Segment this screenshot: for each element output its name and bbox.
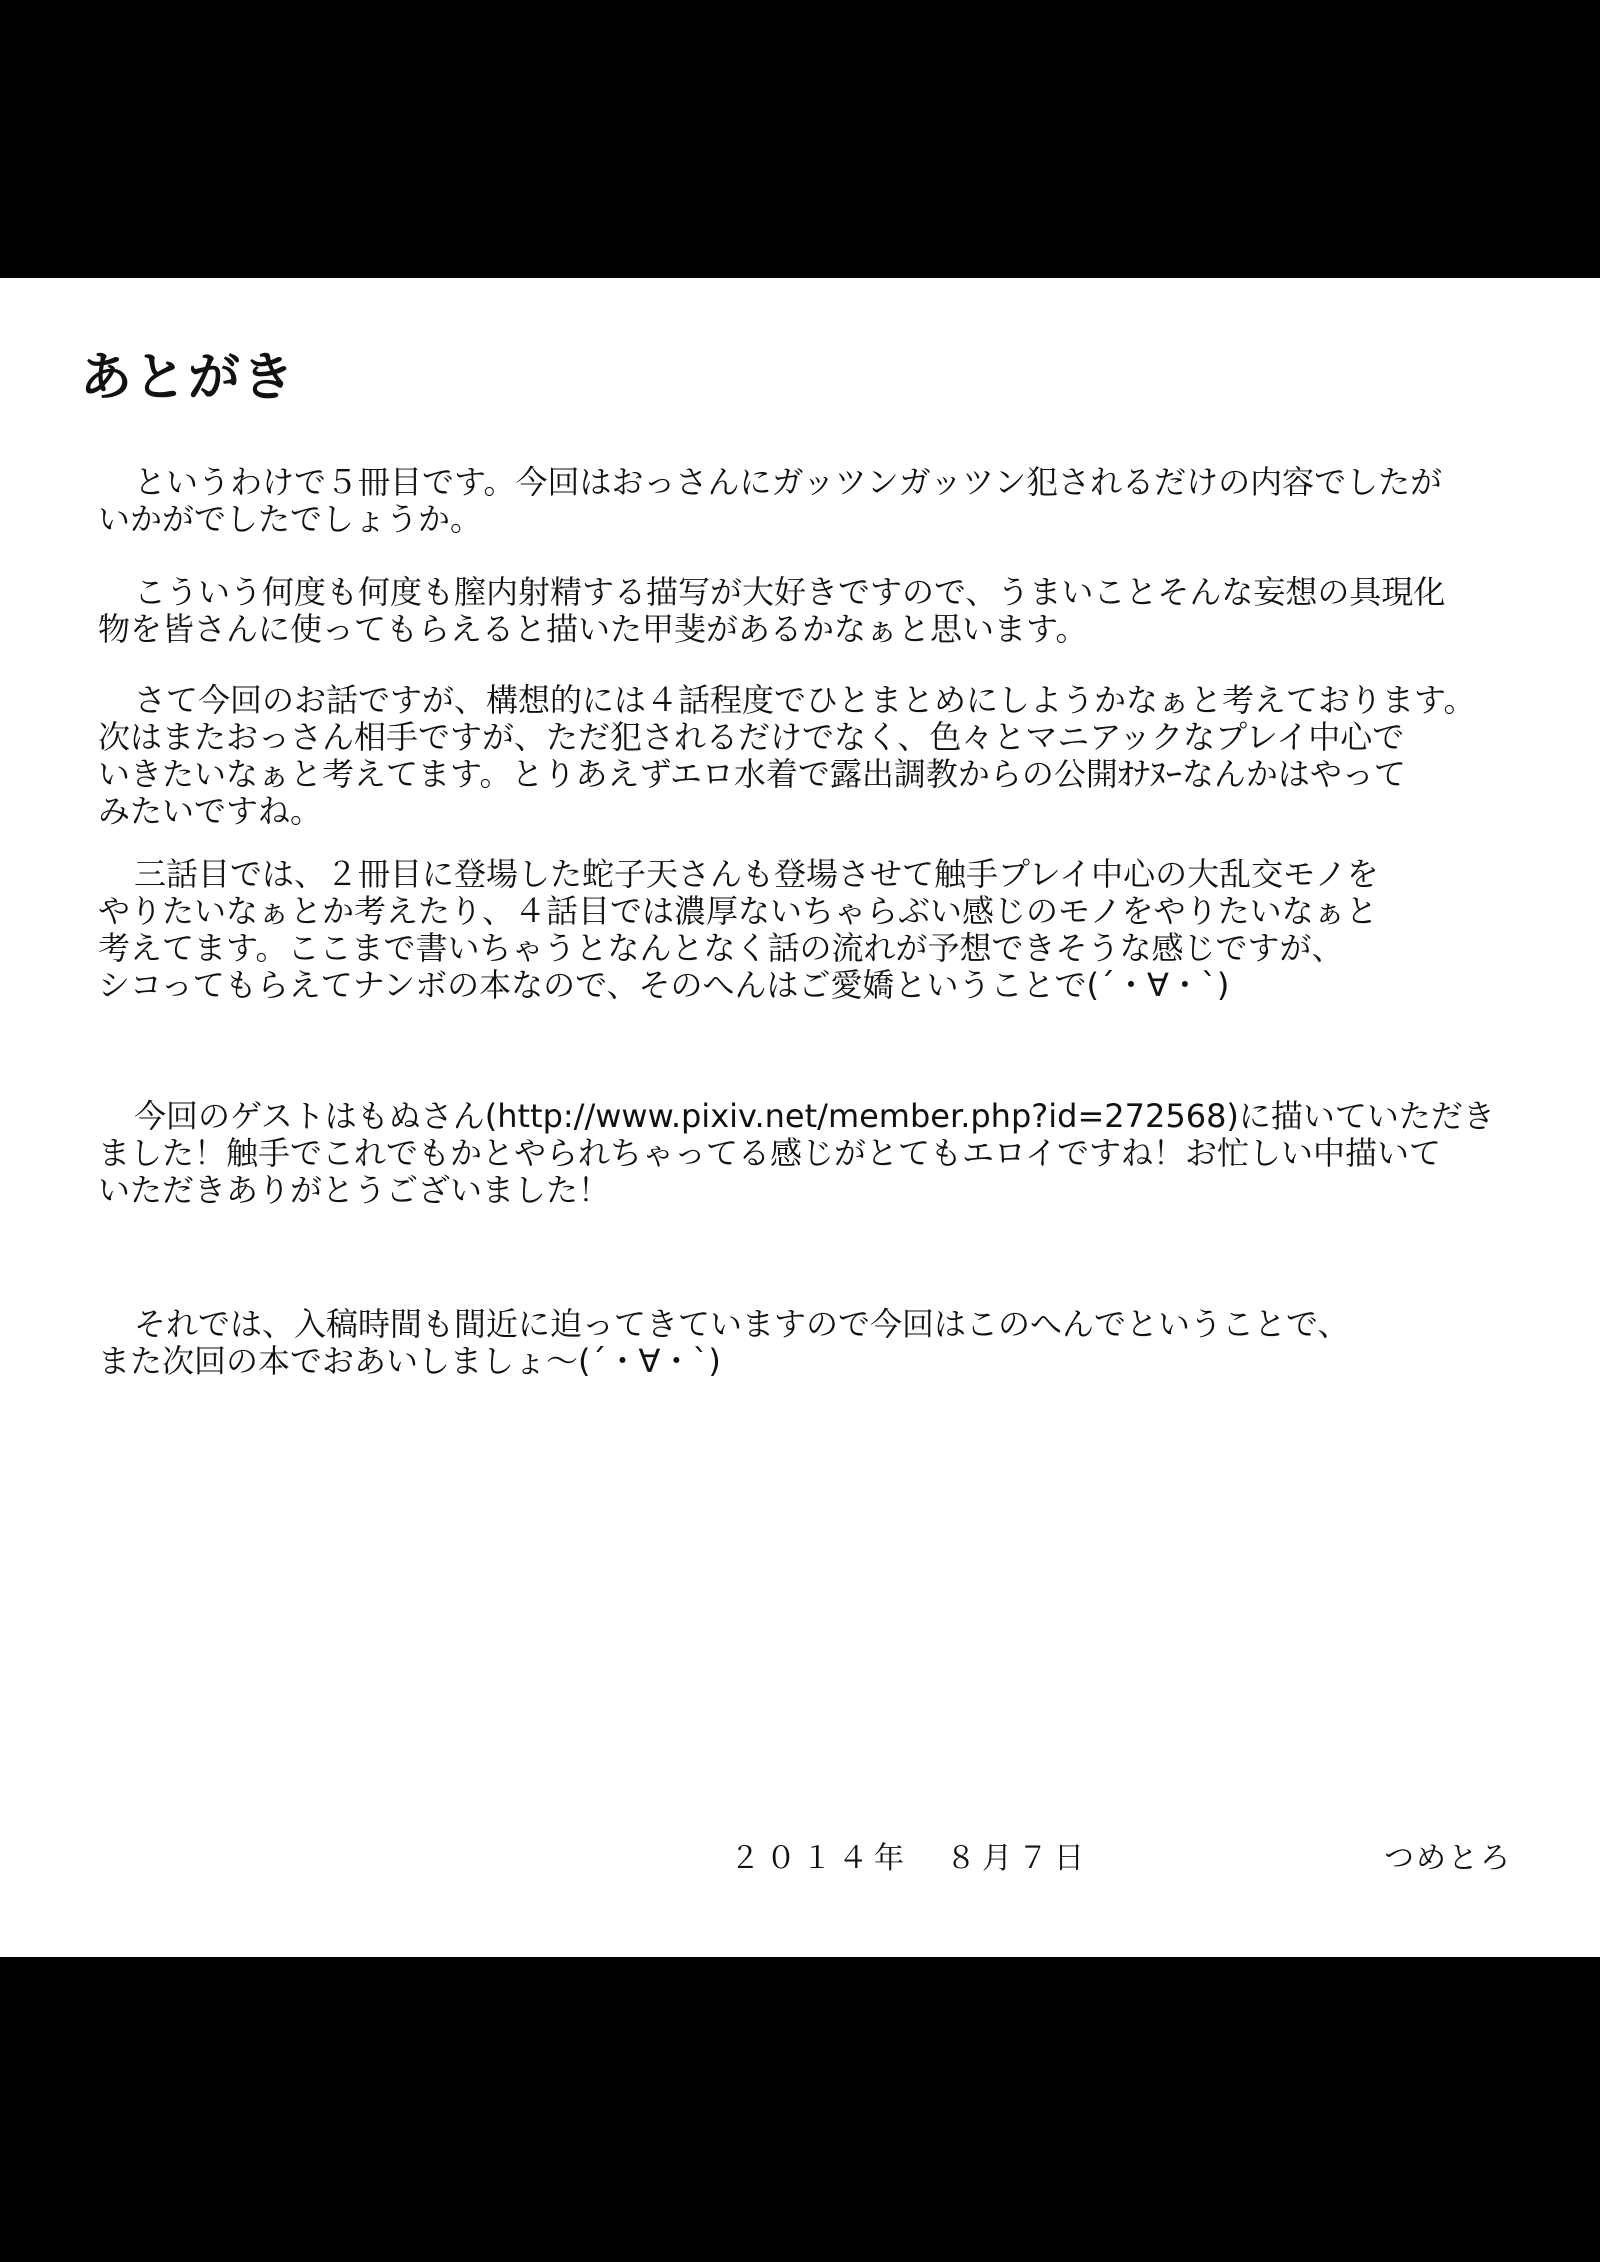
paragraph-line: 今回のゲストはもぬさん(http://www.pixiv.net/member.php?id=272568)に描いていただき [134, 1098, 1495, 1135]
paragraph-closing [98, 1306, 1558, 1380]
paragraph-line: ました！触手でこれでもかとやられちゃってる感じがとてもエロイですね！お忙しい中描いて [98, 1135, 1442, 1172]
paragraph-line: みたいですね。 [98, 793, 323, 830]
paragraph-line: それでは、入稿時間も間近に迫ってきていますので今回はこのへんでということで、 [134, 1306, 1350, 1343]
paragraph-line: いかがでしたでしょうか。 [98, 501, 483, 538]
bottom-black-band [0, 1957, 1600, 2262]
paragraph-line: 考えてます。ここまで書いちゃうとなんとなく話の流れが予想できそうな感じですが、 [98, 930, 1344, 967]
paragraph-line: こういう何度も何度も膣内射精する描写が大好きですので、うまいことそんな妄想の具現化 [134, 574, 1446, 611]
paragraph-later-chapters [98, 856, 1558, 1004]
paragraph-line: いただきありがとうございました！ [98, 1172, 611, 1209]
footer-date: ２０１４年 ８月７日 [730, 1841, 1090, 1876]
paragraph-guest [98, 1098, 1558, 1209]
page-title: あとがき [80, 348, 297, 408]
top-black-band [0, 0, 1600, 278]
paragraph-line: やりたいなぁとか考えたり、４話目では濃厚ないちゃらぶい感じのモノをやりたいなぁと [98, 893, 1378, 930]
paragraph-line: さて今回のお話ですが、構想的には４話程度でひとまとめにしようかなぁと考えております。 [134, 682, 1476, 719]
paragraph-intro [98, 464, 1558, 538]
paragraph-line: また次回の本でおあいしましょ～(´・∀・`) [98, 1343, 721, 1380]
paragraph-line: というわけで５冊目です。今回はおっさんにガッツンガッツン犯されるだけの内容でしたが [134, 464, 1443, 501]
paragraph-next-plans [98, 682, 1558, 830]
paragraph-line: 物を皆さんに使ってもらえると描いた甲斐があるかなぁと思います。 [98, 611, 1088, 648]
paragraph-line: シコってもらえてナンボの本なので、そのへんはご愛嬌ということで(´・∀・`) [98, 967, 1230, 1004]
paragraph-description [98, 574, 1558, 648]
paragraph-line: 三話目では、２冊目に登場した蛇子天さんも登場させて触手プレイ中心の大乱交モノを [134, 856, 1379, 893]
paragraph-line: いきたいなぁと考えてます。とりあえずエロ水着で露出調教からの公開ｵﾅﾇｰなんかはやって [98, 756, 1406, 793]
paragraph-line: 次はまたおっさん相手ですが、ただ犯されるだけでなく、色々とマニアックなプレイ中心で [98, 719, 1405, 756]
footer-author: つめとろ [1384, 1841, 1512, 1876]
